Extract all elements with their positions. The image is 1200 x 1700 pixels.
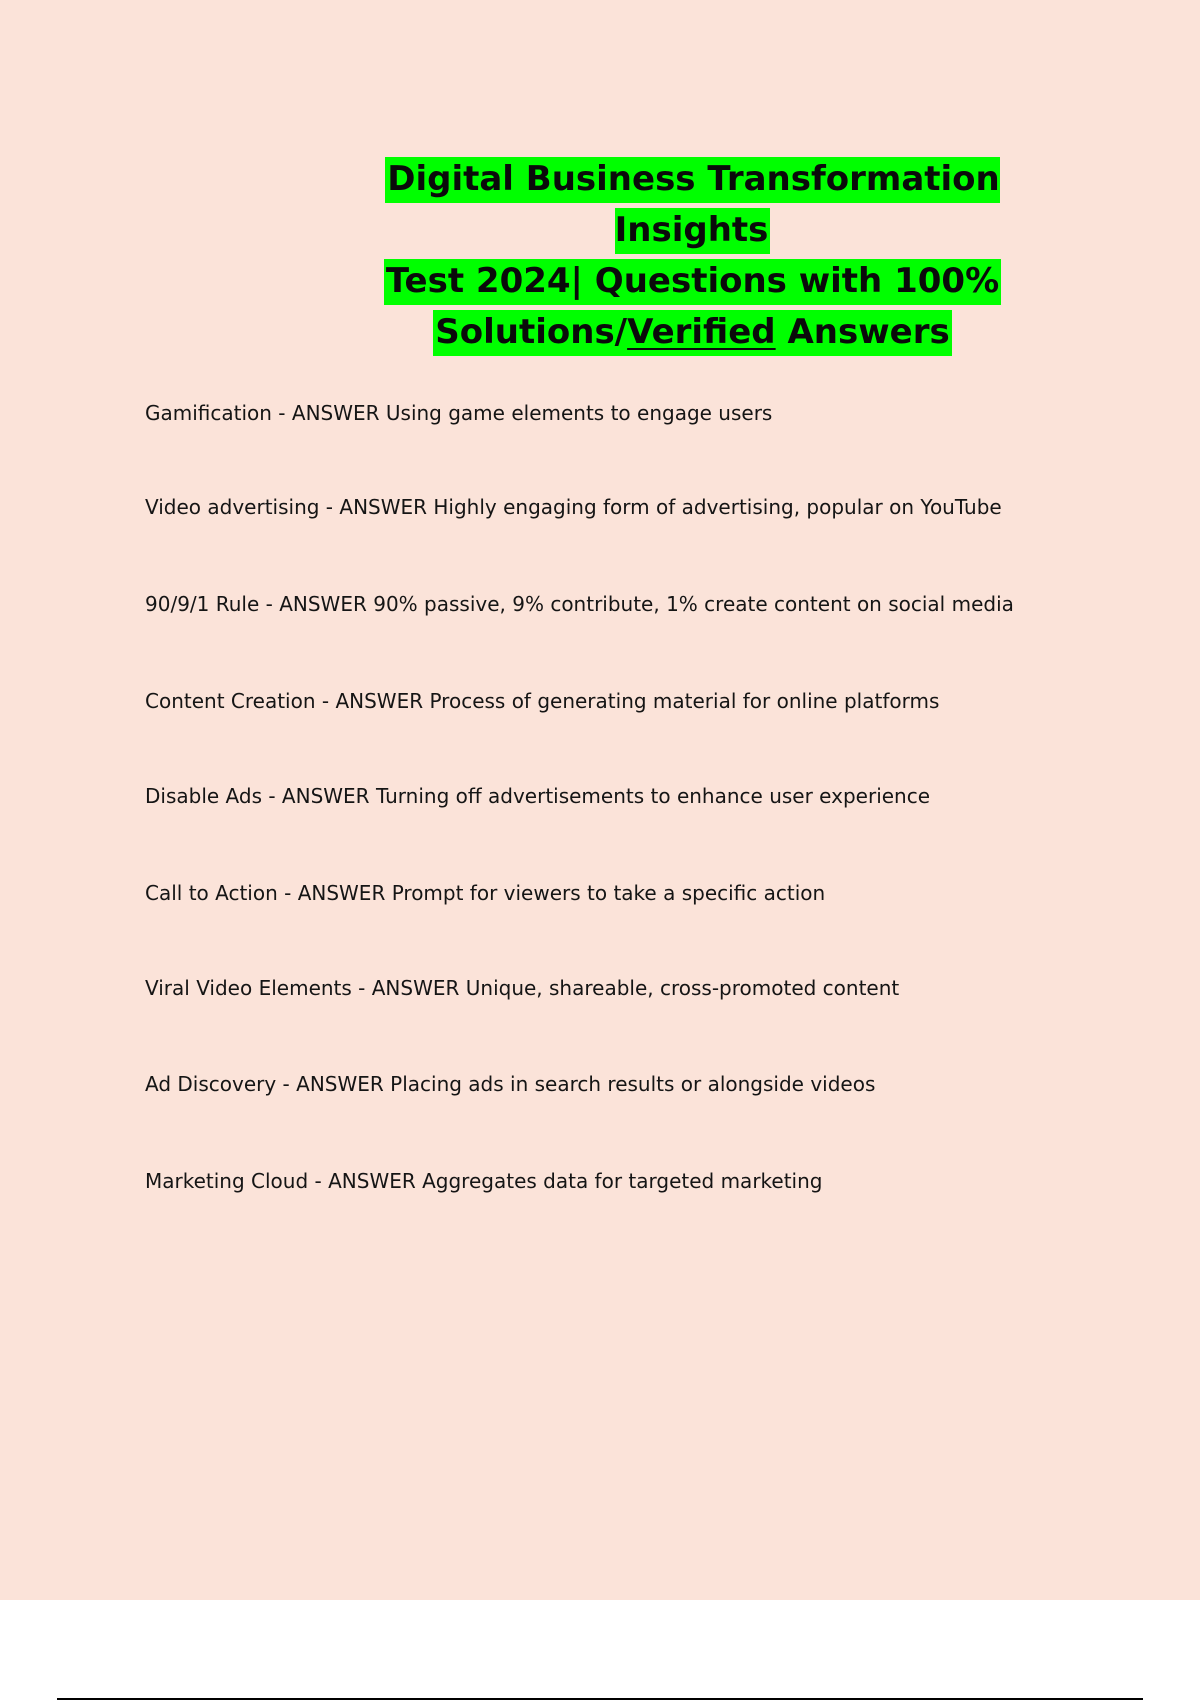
qa-term: Video advertising bbox=[145, 495, 320, 519]
qa-term: 90/9/1 Rule bbox=[145, 592, 260, 616]
title-line-3-part1: Solutions/ bbox=[435, 312, 628, 352]
qa-separator: - ANSWER bbox=[271, 401, 386, 425]
document-title bbox=[330, 154, 1055, 358]
qa-answer: Highly engaging form of advertising, popular on YouTube bbox=[433, 495, 1002, 519]
qa-item-disable-ads bbox=[145, 783, 930, 809]
qa-item-marketing-cloud bbox=[145, 1168, 822, 1194]
title-highlight-1: Digital Business Transformation Insights bbox=[385, 157, 1000, 254]
qa-item-viral-video-elements bbox=[145, 975, 899, 1001]
qa-separator: - ANSWER bbox=[319, 495, 434, 519]
qa-item-content-creation bbox=[145, 688, 939, 714]
qa-answer: Unique, shareable, cross-promoted content bbox=[465, 976, 900, 1000]
qa-answer: Process of generating material for online platforms bbox=[429, 689, 940, 713]
qa-answer: 90% passive, 9% contribute, 1% create content on social media bbox=[373, 592, 1014, 616]
qa-term: Marketing Cloud bbox=[145, 1169, 309, 1193]
qa-item-video-advertising bbox=[145, 494, 1002, 520]
qa-separator: - ANSWER bbox=[277, 881, 392, 905]
qa-term: Viral Video Elements bbox=[145, 976, 352, 1000]
qa-separator: - ANSWER bbox=[351, 976, 466, 1000]
qa-answer: Using game elements to engage users bbox=[385, 401, 773, 425]
qa-term: Content Creation bbox=[145, 689, 316, 713]
title-highlight-2: Test 2024| Questions with 100% bbox=[384, 259, 1001, 305]
qa-item-call-to-action bbox=[145, 880, 825, 906]
qa-term: Ad Discovery bbox=[145, 1072, 277, 1096]
qa-answer: Turning off advertisements to enhance user experience bbox=[375, 784, 931, 808]
qa-answer: Aggregates data for targeted marketing bbox=[422, 1169, 823, 1193]
qa-item-ad-discovery bbox=[145, 1071, 875, 1097]
qa-separator: - ANSWER bbox=[276, 1072, 391, 1096]
qa-separator: - ANSWER bbox=[259, 592, 374, 616]
qa-separator: - ANSWER bbox=[315, 689, 430, 713]
title-highlight-3 bbox=[433, 310, 951, 356]
qa-answer: Placing ads in search results or alongside videos bbox=[390, 1072, 876, 1096]
qa-separator: - ANSWER bbox=[262, 784, 376, 808]
title-line-1 bbox=[330, 154, 1055, 256]
title-line-2 bbox=[330, 256, 1055, 307]
qa-term: Gamification bbox=[145, 401, 272, 425]
qa-term: Disable Ads bbox=[145, 784, 262, 808]
qa-item-gamification bbox=[145, 400, 772, 426]
qa-answer: Prompt for viewers to take a specific action bbox=[391, 881, 826, 905]
title-underlined-word: Verified bbox=[627, 312, 776, 352]
title-line-3 bbox=[330, 307, 1055, 358]
qa-item-90-9-1-rule bbox=[145, 591, 1014, 617]
title-line-3-part2: Answers bbox=[775, 312, 950, 352]
qa-separator: - ANSWER bbox=[308, 1169, 423, 1193]
qa-term: Call to Action bbox=[145, 881, 278, 905]
